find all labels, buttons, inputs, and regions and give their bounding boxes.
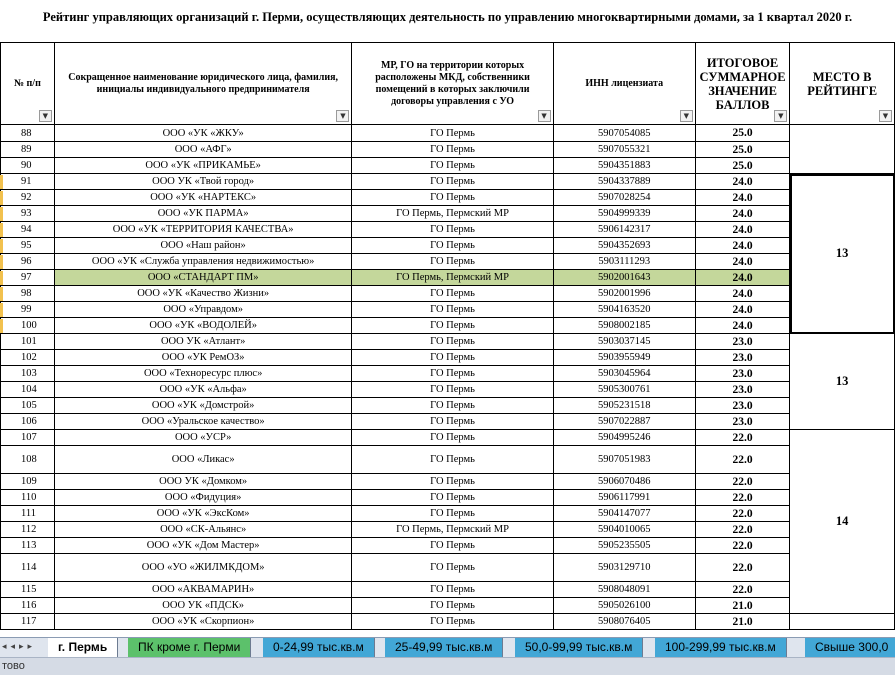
inn-cell[interactable]: 5903129710 <box>553 554 695 582</box>
score-cell[interactable]: 22.0 <box>695 522 789 538</box>
table-row[interactable] <box>1 318 895 334</box>
company-name-cell[interactable]: ООО «УК «ЖКУ» <box>54 125 352 142</box>
area-cell[interactable]: ГО Пермь, Пермский МР <box>352 206 553 222</box>
company-name-cell[interactable]: ООО УК «Твой город» <box>54 174 352 190</box>
row-number[interactable]: 107 <box>1 430 55 446</box>
row-selection-mark <box>0 319 3 333</box>
score-cell[interactable]: 21.0 <box>695 598 789 614</box>
table-row[interactable] <box>1 206 895 222</box>
table-row[interactable] <box>1 554 895 582</box>
place-cell[interactable]: 14 <box>790 430 895 614</box>
area-cell[interactable]: ГО Пермь <box>352 350 553 366</box>
score-cell[interactable]: 22.0 <box>695 506 789 522</box>
score-cell[interactable]: 22.0 <box>695 446 789 474</box>
row-number[interactable]: 113 <box>1 538 55 554</box>
table-row[interactable] <box>1 238 895 254</box>
score-cell[interactable]: 22.0 <box>695 538 789 554</box>
company-name-cell[interactable]: ООО «АФГ» <box>54 142 352 158</box>
row-number[interactable]: 102 <box>1 350 55 366</box>
row-selection-mark <box>0 287 3 301</box>
inn-cell[interactable]: 5904010065 <box>553 522 695 538</box>
table-row[interactable] <box>1 366 895 382</box>
inn-cell[interactable]: 5906117991 <box>553 490 695 506</box>
company-name-cell[interactable]: ООО «УК «Служба управления недвижимостью» <box>54 254 352 270</box>
inn-cell[interactable]: 5903111293 <box>553 254 695 270</box>
col-header-num: № п/п ▼ <box>1 43 55 125</box>
area-cell[interactable]: ГО Пермь <box>352 158 553 174</box>
row-selection-mark <box>0 175 3 189</box>
inn-cell[interactable]: 5907055321 <box>553 142 695 158</box>
place-cell[interactable]: 13 <box>790 174 895 334</box>
col-header-inn: ИНН лицензиата ▼ <box>553 43 695 125</box>
inn-cell[interactable]: 5904352693 <box>553 238 695 254</box>
score-cell[interactable]: 23.0 <box>695 382 789 398</box>
filter-dropdown-icon[interactable]: ▼ <box>336 110 349 122</box>
company-name-cell[interactable]: ООО «УК «ЭксКом» <box>54 506 352 522</box>
company-name-cell[interactable]: ООО «УК «НАРТЕКС» <box>54 190 352 206</box>
inn-cell[interactable]: 5908076405 <box>553 614 695 630</box>
area-cell[interactable]: ГО Пермь <box>352 430 553 446</box>
area-cell[interactable]: ГО Пермь <box>352 446 553 474</box>
company-name-cell[interactable]: ООО УК «Домком» <box>54 474 352 490</box>
company-name-cell[interactable]: ООО «АКВАМАРИН» <box>54 582 352 598</box>
company-name-cell[interactable]: ООО «Управдом» <box>54 302 352 318</box>
area-cell[interactable]: ГО Пермь <box>352 382 553 398</box>
header-row <box>1 43 895 125</box>
area-cell[interactable]: ГО Пермь, Пермский МР <box>352 522 553 538</box>
score-cell[interactable]: 23.0 <box>695 334 789 350</box>
filter-dropdown-icon[interactable]: ▼ <box>538 110 551 122</box>
table-row[interactable] <box>1 222 895 238</box>
company-name-cell[interactable]: ООО «Ликас» <box>54 446 352 474</box>
score-cell[interactable]: 25.0 <box>695 142 789 158</box>
tab-over-300[interactable]: Свыше 300,0 <box>805 638 895 657</box>
tab-0-24[interactable]: 0-24,99 тыс.кв.м <box>263 638 375 657</box>
table-row[interactable] <box>1 286 895 302</box>
row-number[interactable]: 90 <box>1 158 55 174</box>
inn-cell[interactable]: 5908048091 <box>553 582 695 598</box>
row-number[interactable]: 92 <box>1 190 55 206</box>
company-name-cell[interactable]: ООО «УК «ПРИКАМЬЕ» <box>54 158 352 174</box>
row-number[interactable]: 112 <box>1 522 55 538</box>
col-header-place: МЕСТО В РЕЙТИНГЕ ▼ <box>790 43 895 125</box>
table-row[interactable] <box>1 350 895 366</box>
inn-cell[interactable]: 5907051983 <box>553 446 695 474</box>
inn-cell[interactable]: 5902001996 <box>553 286 695 302</box>
company-name-cell[interactable]: ООО «УК «Домстрой» <box>54 398 352 414</box>
status-bar: тово <box>0 657 895 675</box>
company-name-cell[interactable]: ООО «УК «Альфа» <box>54 382 352 398</box>
row-number[interactable]: 94 <box>1 222 55 238</box>
sheet-tab-bar <box>0 637 895 657</box>
inn-cell[interactable]: 5905026100 <box>553 598 695 614</box>
company-name-cell[interactable]: ООО «СТАНДАРТ ПМ» <box>54 270 352 286</box>
table-row[interactable] <box>1 270 895 286</box>
company-name-cell[interactable]: ООО «Фидуция» <box>54 490 352 506</box>
score-cell[interactable]: 22.0 <box>695 430 789 446</box>
row-number[interactable]: 98 <box>1 286 55 302</box>
area-cell[interactable]: ГО Пермь <box>352 286 553 302</box>
table-row[interactable] <box>1 414 895 430</box>
row-number[interactable]: 109 <box>1 474 55 490</box>
table-row[interactable] <box>1 334 895 350</box>
area-cell[interactable]: ГО Пермь <box>352 554 553 582</box>
row-number[interactable]: 95 <box>1 238 55 254</box>
inn-cell[interactable]: 5903037145 <box>553 334 695 350</box>
table-row[interactable] <box>1 254 895 270</box>
row-number[interactable]: 101 <box>1 334 55 350</box>
area-cell[interactable]: ГО Пермь <box>352 125 553 142</box>
row-number[interactable]: 91 <box>1 174 55 190</box>
row-number[interactable]: 106 <box>1 414 55 430</box>
company-name-cell[interactable]: ООО «УК ПАРМА» <box>54 206 352 222</box>
place-cell[interactable] <box>790 125 895 174</box>
inn-cell[interactable]: 5903955949 <box>553 350 695 366</box>
row-number[interactable]: 111 <box>1 506 55 522</box>
row-number[interactable]: 117 <box>1 614 55 630</box>
company-name-cell[interactable]: ООО УК «Атлант» <box>54 334 352 350</box>
score-cell[interactable]: 23.0 <box>695 414 789 430</box>
row-selection-mark <box>0 223 3 237</box>
company-name-cell[interactable]: ООО «УК «Качество Жизни» <box>54 286 352 302</box>
inn-cell[interactable]: 5908002185 <box>553 318 695 334</box>
row-number[interactable]: 100 <box>1 318 55 334</box>
col-header-area: МР, ГО на территории которых расположены МКД, собственники помещений в которых заключили договоры управления с УО ▼ <box>352 43 553 125</box>
area-cell[interactable]: ГО Пермь <box>352 174 553 190</box>
inn-cell[interactable]: 5907022887 <box>553 414 695 430</box>
table-row[interactable] <box>1 598 895 614</box>
area-cell[interactable]: ГО Пермь <box>352 254 553 270</box>
table-row[interactable] <box>1 174 895 190</box>
filter-dropdown-icon[interactable]: ▼ <box>680 110 693 122</box>
company-name-cell[interactable]: ООО «Техноресурс плюс» <box>54 366 352 382</box>
inn-cell[interactable]: 5904995246 <box>553 430 695 446</box>
area-cell[interactable]: ГО Пермь <box>352 538 553 554</box>
row-selection-mark <box>0 191 3 205</box>
table-row[interactable] <box>1 474 895 490</box>
table-row[interactable] <box>1 490 895 506</box>
row-number[interactable]: 99 <box>1 302 55 318</box>
filter-dropdown-icon[interactable]: ▼ <box>774 110 787 122</box>
row-number[interactable]: 108 <box>1 446 55 474</box>
area-cell[interactable]: ГО Пермь <box>352 318 553 334</box>
row-selection-mark <box>0 255 3 269</box>
place-cell[interactable] <box>790 614 895 630</box>
table-row[interactable] <box>1 538 895 554</box>
inn-cell[interactable]: 5905231518 <box>553 398 695 414</box>
tab-100-299[interactable]: 100-299,99 тыс.кв.м <box>655 638 787 657</box>
company-name-cell[interactable]: ООО «УК РемОЗ» <box>54 350 352 366</box>
row-number[interactable]: 110 <box>1 490 55 506</box>
area-cell[interactable]: ГО Пермь <box>352 238 553 254</box>
filter-dropdown-icon[interactable]: ▼ <box>39 110 52 122</box>
area-cell[interactable]: ГО Пермь <box>352 506 553 522</box>
score-cell[interactable]: 24.0 <box>695 174 789 190</box>
row-number[interactable]: 114 <box>1 554 55 582</box>
area-cell[interactable]: ГО Пермь <box>352 490 553 506</box>
col-header-name: Сокращенное наименование юридического лица, фамилия, инициалы индивидуального предпринимателя ▼ <box>54 43 352 125</box>
inn-cell[interactable]: 5904337889 <box>553 174 695 190</box>
inn-cell[interactable]: 5906070486 <box>553 474 695 490</box>
tab-perm[interactable]: г. Пермь <box>48 638 118 657</box>
score-cell[interactable]: 23.0 <box>695 350 789 366</box>
area-cell[interactable]: ГО Пермь <box>352 302 553 318</box>
row-selection-mark <box>0 207 3 221</box>
table-row[interactable] <box>1 522 895 538</box>
company-name-cell[interactable]: ООО «Наш район» <box>54 238 352 254</box>
score-cell[interactable]: 24.0 <box>695 318 789 334</box>
area-cell[interactable]: ГО Пермь <box>352 366 553 382</box>
table-row[interactable] <box>1 125 895 142</box>
row-selection-mark <box>0 303 3 317</box>
score-cell[interactable]: 22.0 <box>695 490 789 506</box>
row-number[interactable]: 93 <box>1 206 55 222</box>
area-cell[interactable]: ГО Пермь <box>352 414 553 430</box>
score-cell[interactable]: 22.0 <box>695 474 789 490</box>
score-cell[interactable]: 22.0 <box>695 554 789 582</box>
table-row[interactable] <box>1 158 895 174</box>
area-cell[interactable]: ГО Пермь, Пермский МР <box>352 270 553 286</box>
row-number[interactable]: 97 <box>1 270 55 286</box>
table-row[interactable] <box>1 614 895 630</box>
inn-cell[interactable]: 5902001643 <box>553 270 695 286</box>
row-number[interactable]: 104 <box>1 382 55 398</box>
inn-cell[interactable]: 5907054085 <box>553 125 695 142</box>
area-cell[interactable]: ГО Пермь <box>352 190 553 206</box>
score-cell[interactable]: 24.0 <box>695 254 789 270</box>
inn-cell[interactable]: 5907028254 <box>553 190 695 206</box>
score-cell[interactable]: 24.0 <box>695 270 789 286</box>
company-name-cell[interactable]: ООО «УК «ВОДОЛЕЙ» <box>54 318 352 334</box>
row-number[interactable]: 115 <box>1 582 55 598</box>
company-name-cell[interactable]: ООО «УК «Дом Мастер» <box>54 538 352 554</box>
company-name-cell[interactable]: ООО «УК «ТЕРРИТОРИЯ КАЧЕСТВА» <box>54 222 352 238</box>
company-name-cell[interactable]: ООО «СК-Альянс» <box>54 522 352 538</box>
score-cell[interactable]: 24.0 <box>695 222 789 238</box>
inn-cell[interactable]: 5905300761 <box>553 382 695 398</box>
table-row[interactable] <box>1 446 895 474</box>
sheet-nav-arrows-icon[interactable]: ◂◂▸▸ <box>2 641 37 651</box>
company-name-cell[interactable]: ООО «УСР» <box>54 430 352 446</box>
area-cell[interactable]: ГО Пермь <box>352 598 553 614</box>
score-cell[interactable]: 24.0 <box>695 286 789 302</box>
area-cell[interactable]: ГО Пермь <box>352 614 553 630</box>
filter-dropdown-icon[interactable]: ▼ <box>879 110 892 122</box>
score-cell[interactable]: 22.0 <box>695 582 789 598</box>
table-row[interactable] <box>1 582 895 598</box>
score-cell[interactable]: 23.0 <box>695 366 789 382</box>
rating-table <box>0 42 895 630</box>
area-cell[interactable]: ГО Пермь <box>352 398 553 414</box>
score-cell[interactable]: 24.0 <box>695 190 789 206</box>
score-cell[interactable]: 24.0 <box>695 206 789 222</box>
table-row[interactable] <box>1 430 895 446</box>
score-cell[interactable]: 23.0 <box>695 398 789 414</box>
score-cell[interactable]: 21.0 <box>695 614 789 630</box>
row-number[interactable]: 96 <box>1 254 55 270</box>
inn-cell[interactable]: 5904147077 <box>553 506 695 522</box>
row-number[interactable]: 89 <box>1 142 55 158</box>
area-cell[interactable]: ГО Пермь <box>352 142 553 158</box>
tab-50-99[interactable]: 50,0-99,99 тыс.кв.м <box>515 638 643 657</box>
inn-cell[interactable]: 5904351883 <box>553 158 695 174</box>
area-cell[interactable]: ГО Пермь <box>352 222 553 238</box>
table-row[interactable] <box>1 398 895 414</box>
score-cell[interactable]: 24.0 <box>695 302 789 318</box>
tab-pk-except-perm[interactable]: ПК кроме г. Перми <box>128 638 251 657</box>
col-header-score: ИТОГОВОЕ СУММАРНОЕ ЗНАЧЕНИЕ БАЛЛОВ ▼ <box>695 43 789 125</box>
place-cell[interactable]: 13 <box>790 334 895 430</box>
table-row[interactable] <box>1 506 895 522</box>
inn-cell[interactable]: 5906142317 <box>553 222 695 238</box>
company-name-cell[interactable]: ООО «Уральское качество» <box>54 414 352 430</box>
row-number[interactable]: 88 <box>1 125 55 142</box>
area-cell[interactable]: ГО Пермь <box>352 334 553 350</box>
table-row[interactable] <box>1 142 895 158</box>
report-title: Рейтинг управляющих организаций г. Перми, осуществляющих деятельность по управлению многоквартирными домами, за 1 квартал 2020 г. <box>42 10 853 24</box>
inn-cell[interactable]: 5903045964 <box>553 366 695 382</box>
row-number[interactable]: 116 <box>1 598 55 614</box>
row-selection-mark <box>0 239 3 253</box>
score-cell[interactable]: 25.0 <box>695 125 789 142</box>
row-number[interactable]: 105 <box>1 398 55 414</box>
score-cell[interactable]: 24.0 <box>695 238 789 254</box>
tab-25-49[interactable]: 25-49,99 тыс.кв.м <box>385 638 503 657</box>
company-name-cell[interactable]: ООО УК «ПДСК» <box>54 598 352 614</box>
inn-cell[interactable]: 5905235505 <box>553 538 695 554</box>
inn-cell[interactable]: 5904999339 <box>553 206 695 222</box>
score-cell[interactable]: 25.0 <box>695 158 789 174</box>
area-cell[interactable]: ГО Пермь <box>352 582 553 598</box>
inn-cell[interactable]: 5904163520 <box>553 302 695 318</box>
table-row[interactable] <box>1 382 895 398</box>
area-cell[interactable]: ГО Пермь <box>352 474 553 490</box>
row-number[interactable]: 103 <box>1 366 55 382</box>
table-row[interactable] <box>1 302 895 318</box>
company-name-cell[interactable]: ООО «УК «Скорпион» <box>54 614 352 630</box>
company-name-cell[interactable]: ООО «УО «ЖИЛМКДОМ» <box>54 554 352 582</box>
row-selection-mark <box>0 271 3 285</box>
table-row[interactable] <box>1 190 895 206</box>
